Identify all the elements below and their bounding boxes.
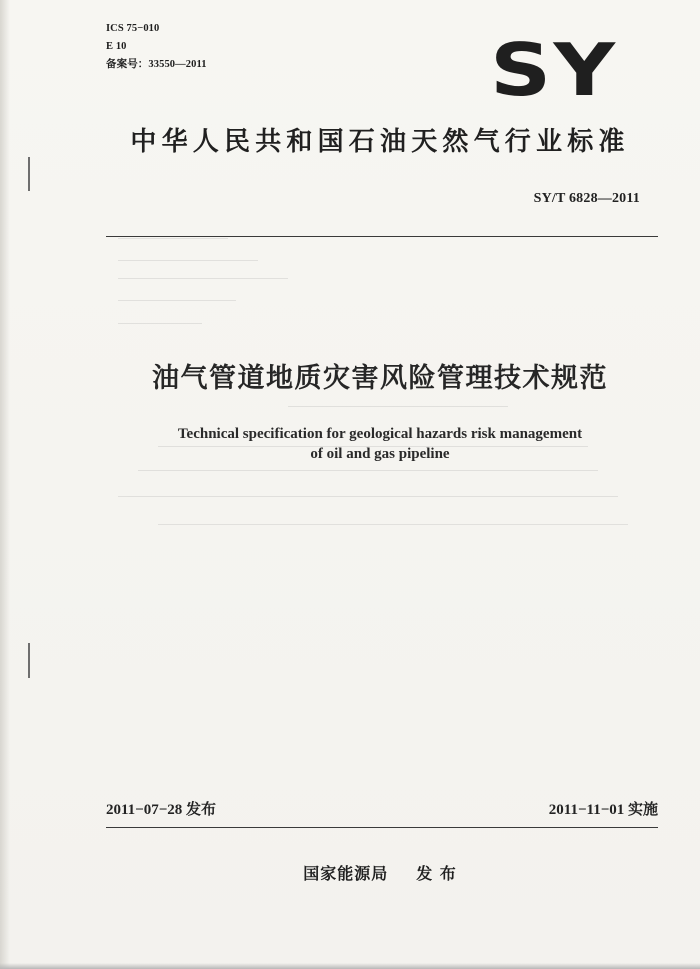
industry-title: 中华人民共和国石油天然气行业标准: [130, 127, 630, 157]
document-title-en: [0, 424, 700, 464]
issuer-name: 国家能源局: [303, 864, 389, 883]
effective-date: 2011−11−01 实施: [548, 802, 658, 818]
bottom-rule: [106, 827, 658, 828]
classification-block: [106, 20, 207, 74]
document-title-zh: 油气管道地质灾害风险管理技术规范: [152, 363, 608, 394]
category-code: E 10: [106, 41, 127, 52]
issue-date: 2011−07−28 发布: [106, 802, 217, 818]
scan-edge-mark: [28, 157, 30, 191]
ics-code: ICS 75−010: [106, 23, 160, 34]
sy-logo: SY: [490, 28, 618, 112]
issuer-action: 发 布: [416, 864, 457, 883]
issuer-line: [0, 863, 700, 885]
page-bottom-edge: [0, 963, 700, 969]
document-title-en-line1: Technical specification for geological hazards risk management: [177, 426, 583, 442]
top-rule: [106, 236, 658, 237]
scan-edge-mark: [28, 643, 30, 678]
document-title-en-line2: of oil and gas pipeline: [310, 446, 450, 462]
standard-number: SY/T 6828—2011: [533, 191, 640, 206]
record-number: 备案号：33550—2011: [106, 59, 207, 70]
